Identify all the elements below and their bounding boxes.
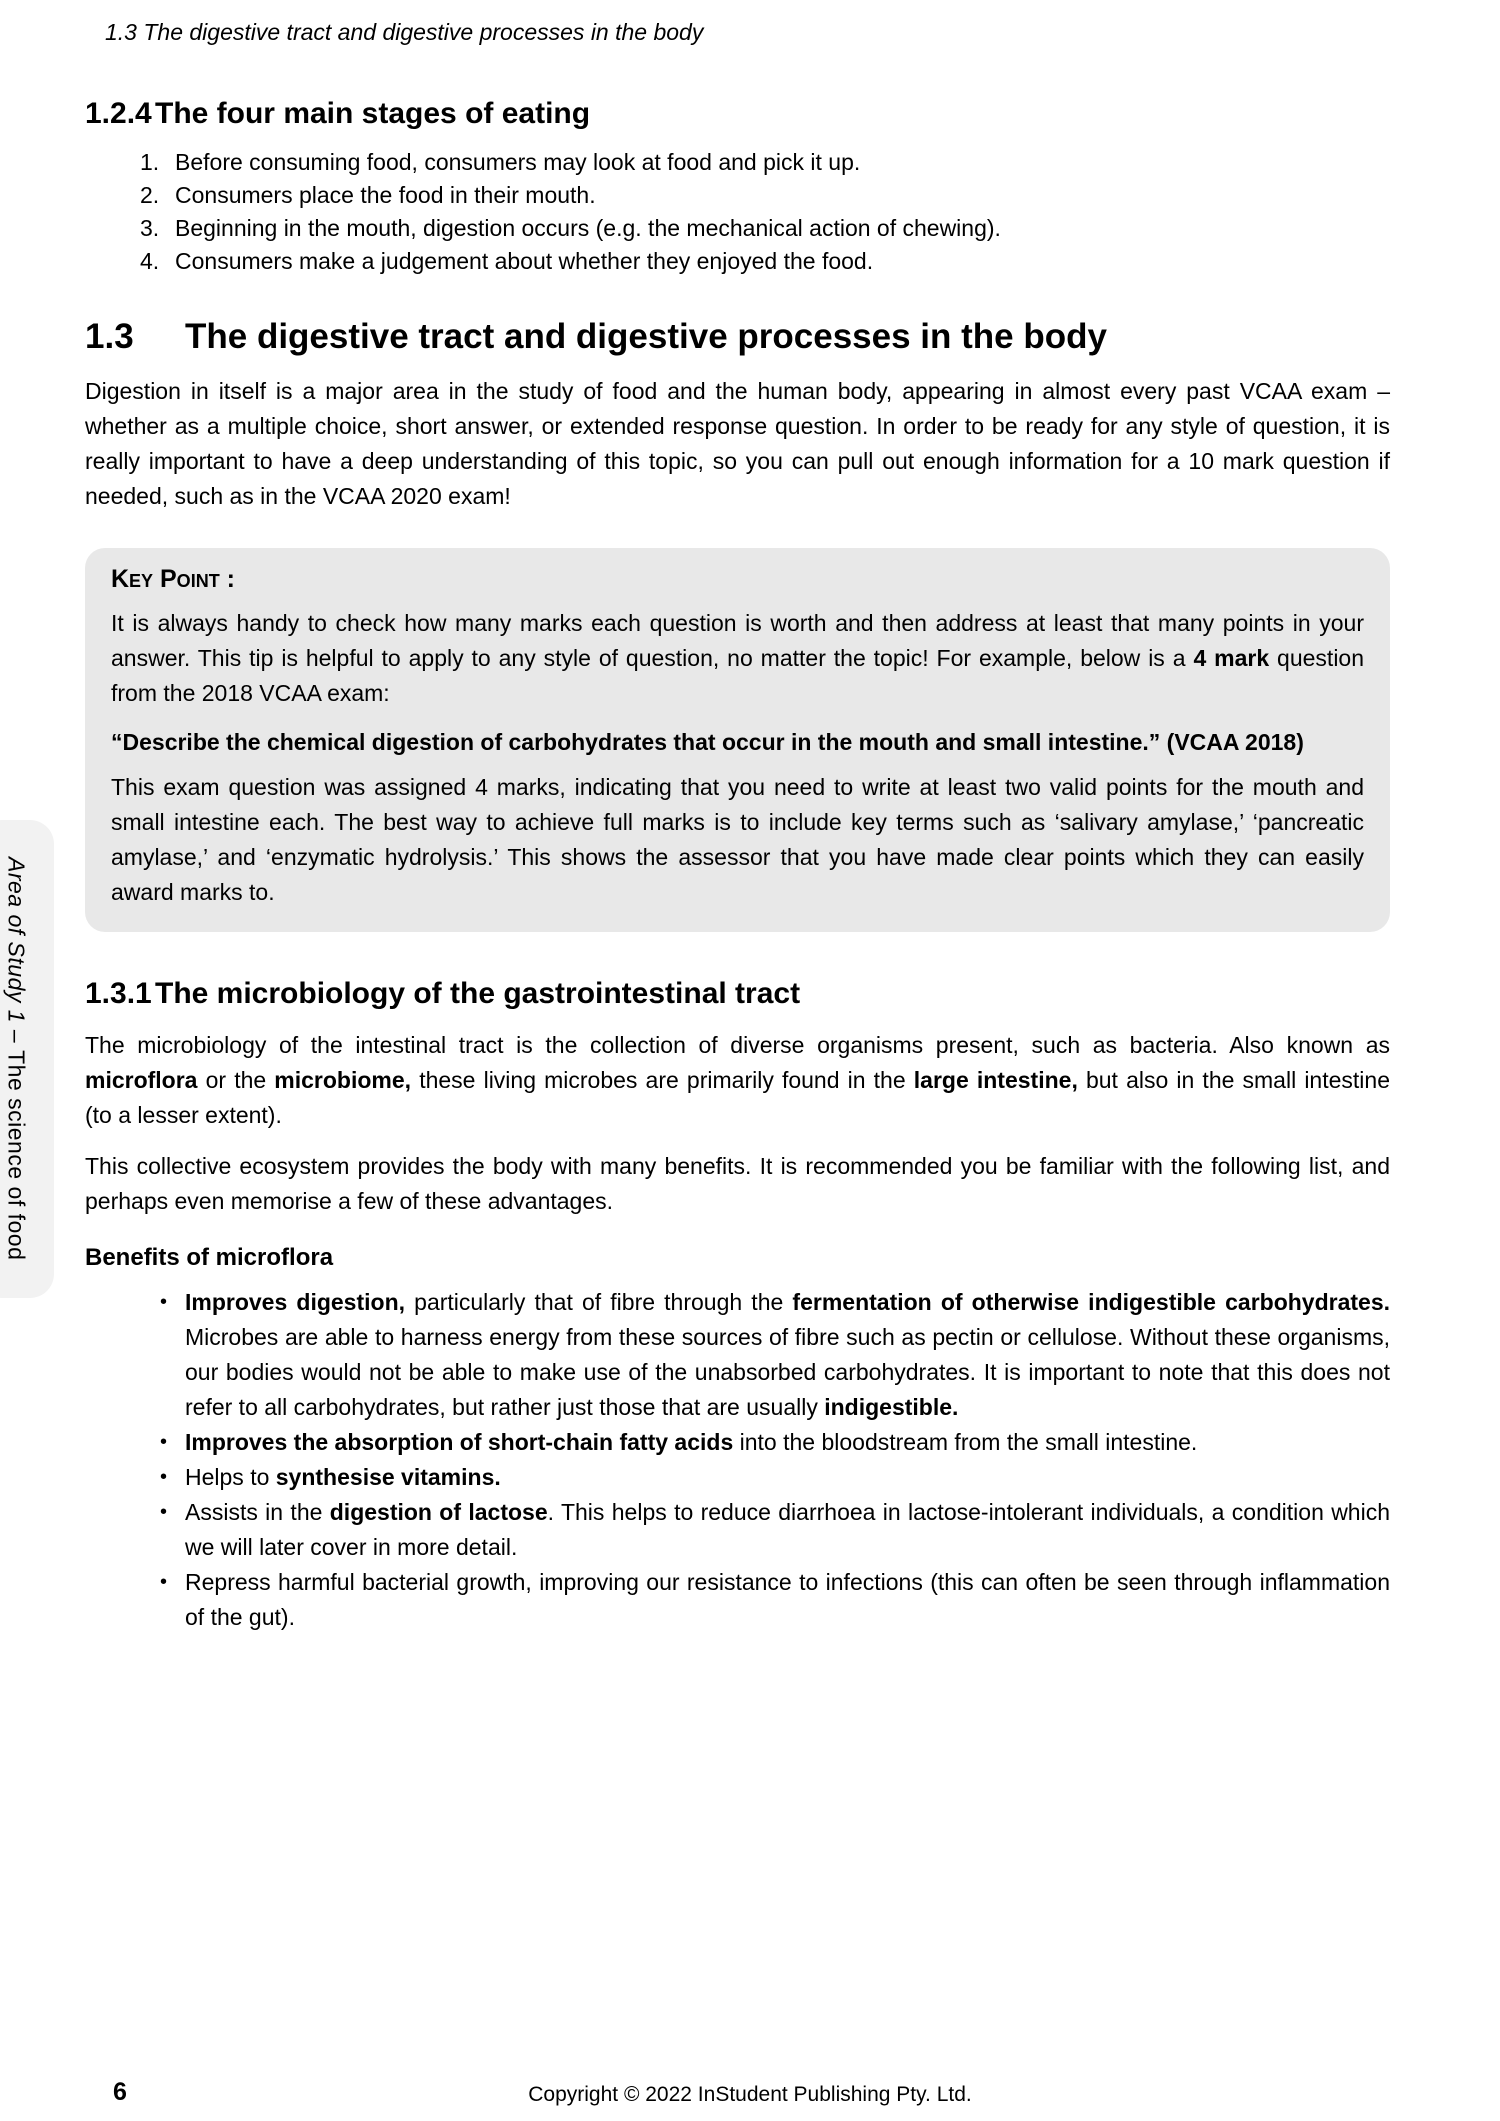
section-number: 1.3.1 [85, 977, 152, 1010]
section-title: The digestive tract and digestive processes in the body [185, 317, 1107, 356]
key-point-paragraph: It is always handy to check how many marks each question is worth and then address at least that many points in your answer. This tip is helpful to apply to any style of question, no matter the topic! For example, below is a 4 mark question from the 2018 VCAA exam: [111, 610, 1365, 706]
microbiology-paragraph: The microbiology of the intestinal tract is the collection of diverse organisms present, such as bacteria. Also known as microflora or the microbiome, these living microbes are primarily found in the large intestine, but also in the small intestine (to a lesser extent). [85, 1032, 1390, 1128]
list-item-number: 2. [140, 182, 160, 208]
benefits-list [85, 1285, 1390, 1635]
list-item [140, 245, 1390, 278]
sidebar-tab-label [3, 857, 30, 1260]
key-point-box [85, 548, 1390, 932]
list-item-number: 1. [140, 149, 160, 175]
benefits-heading: Benefits of microflora [85, 1244, 334, 1271]
sidebar-tab [0, 820, 54, 1298]
list-item-text: Consumers make a judgement about whether they enjoyed the food. [175, 248, 874, 274]
list-item [140, 212, 1390, 245]
section-heading-1-2-4 [85, 96, 1390, 132]
list-item-number: 3. [140, 215, 160, 241]
list-item [140, 146, 1390, 179]
ecosystem-paragraph: This collective ecosystem provides the body with many benefits. It is recommended you be familiar with the following list, and perhaps even memorise a few of these advantages. [85, 1153, 1390, 1214]
intro-paragraph: Digestion in itself is a major area in the study of food and the human body, appearing in almost every past VCAA exam – whether as a multiple choice, short answer, or extended response question. In order to be ready for any style of question, it is really important to have a deep understanding of this topic, so you can pull out enough information for a 10 mark question if needed, such as in the VCAA 2020 exam! [85, 378, 1390, 509]
list-item-text: Before consuming food, consumers may look at food and pick it up. [175, 149, 861, 175]
list-item-number: 4. [140, 248, 160, 274]
exam-question-quote: “Describe the chemical digestion of carbohydrates that occur in the mouth and small intestine.” (VCAA 2018) [111, 729, 1304, 755]
sidebar-tab-label-italic: Area of Study 1 – [3, 857, 30, 1051]
list-item [140, 179, 1390, 212]
benefit-item: • Improves digestion, particularly that of fibre through the fermentation of otherwise indigestible carbohydrates. Microbes are able to harness energy from these sources of fibre such as pectin or cellulose. Without these organisms, our bodies would not be able to make use of the unabsorbed carbohydrates. It is important to note that this does not refer to all carbohydrates, but rather just those that are usually indigestible. [85, 1285, 1390, 1425]
key-point-label: Key Point : [111, 565, 235, 593]
running-header: 1.3 The digestive tract and digestive processes in the body [105, 19, 704, 45]
section-heading-1-3-1 [85, 976, 1390, 1012]
stages-list [140, 146, 1390, 278]
benefit-item: • Assists in the digestion of lactose. This helps to reduce diarrhoea in lactose-intolerant individuals, a condition which we will later cover in more detail. [85, 1495, 1390, 1565]
list-item-text: Beginning in the mouth, digestion occurs (e.g. the mechanical action of chewing). [175, 215, 1001, 241]
sidebar-tab-label-regular: The science of food [3, 1050, 30, 1261]
copyright-text: Copyright © 2022 InStudent Publishing Pty. Ltd. [528, 2083, 972, 2106]
section-title: The microbiology of the gastrointestinal tract [155, 977, 801, 1010]
benefit-item: • Improves the absorption of short-chain fatty acids into the bloodstream from the small intestine. [85, 1425, 1390, 1460]
section-number: 1.2.4 [85, 97, 152, 130]
section-number: 1.3 [85, 317, 134, 356]
section-heading-1-3 [85, 316, 1390, 358]
benefit-item: • Helps to synthesise vitamins. [85, 1460, 1390, 1495]
list-item-text: Consumers place the food in their mouth. [175, 182, 596, 208]
page-content [85, 0, 1390, 1635]
page-number: 6 [113, 2078, 127, 2106]
benefit-item: • Repress harmful bacterial growth, improving our resistance to infections (this can often be seen through inflammation of the gut). [85, 1565, 1390, 1635]
section-title: The four main stages of eating [155, 97, 591, 130]
key-point-explanation: This exam question was assigned 4 marks, indicating that you need to write at least two valid points for the mouth and small intestine each. The best way to achieve full marks is to include key terms such as ‘salivary amylase,’ ‘pancreatic amylase,’ and ‘enzymatic hydrolysis.’ This shows the assessor that you have made clear points which they can easily award marks to. [111, 774, 1364, 905]
